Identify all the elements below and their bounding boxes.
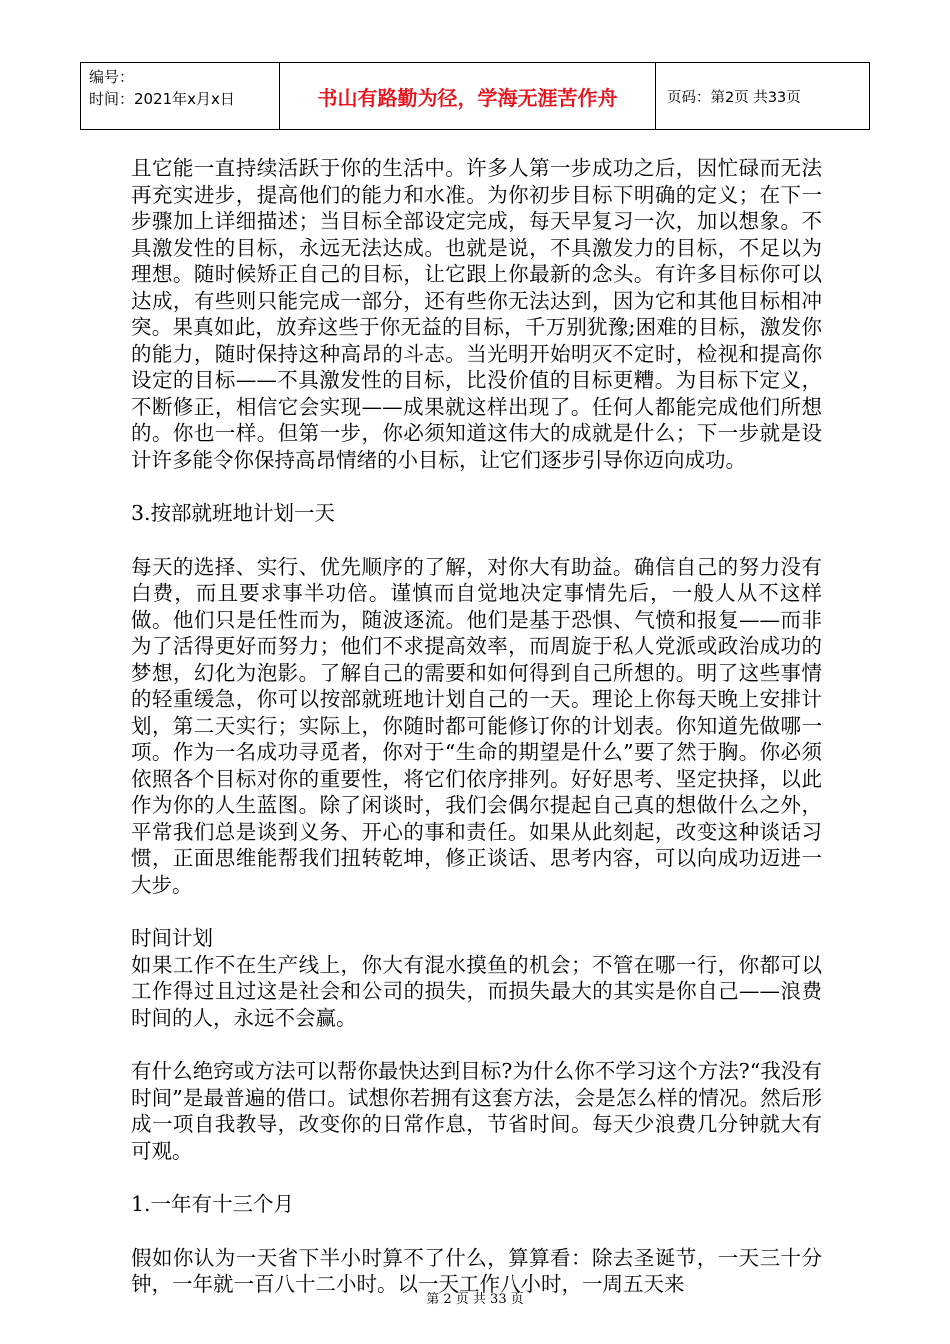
header-motto: 书山有路勤为径，学海无涯苦作舟 — [317, 85, 618, 110]
header-info-cell — [81, 63, 280, 129]
body-paragraph: 且它能一直持续活跃于你的生活中。许多人第一步成功之后，因忙碌而无法再充实进步，提高他们的能力和水准。为你初步目标下明确的定义；在下一步骤加上详细描述；当目标全部设定完成，每天早复习一次，加以想象。不具激发性的目标，永远无法达成。也就是说，不具激发力的目标，不足以为理想。随时候矫正自己的目标，让它跟上你最新的念头。有许多目标你可以达成，有些则只能完成一部分，还有些你无法达到，因为它和其他目标相冲突。果真如此，放弃这些于你无益的目标，千万别犹豫;困难的目标，激发你的能力，随时保持这种高昂的斗志。当光明开始明灭不定时，检视和提高你设定的目标——不具激发性的目标，比没价值的目标更糟。为目标下定义，不断修正，相信它会实现——成果就这样出现了。任何人都能完成他们所想的。你也一样。但第一步，你必须知道这伟大的成就是什么；下一步就是设计许多能令你保持高昂情绪的小目标，让它们逐步引导你迈向成功。 — [131, 156, 822, 472]
document-body — [131, 155, 822, 1298]
header-motto-cell — [280, 63, 656, 129]
header-page-code: 页码：第2页 共33页 — [667, 89, 801, 106]
header-page-cell — [656, 63, 869, 129]
body-paragraph: 每天的选择、实行、优先顺序的了解，对你大有助益。确信自己的努力没有白费，而且要求事半功倍。谨慎而自觉地决定事情先后，一般人从不这样做。他们只是任性而为，随波逐流。他们是基于恐惧、气愤和报复——而非为了活得更好而努力；他们不求提高效率，而周旋于私人党派或政治成功的梦想，幻化为泡影。了解自己的需要和如何得到自己所想的。明了这些事情的轻重缓急，你可以按部就班地计划自己的一天。理论上你每天晚上安排计划，第二天实行；实际上，你随时都可能修订你的计划表。你知道先做哪一项。作为一名成功寻觅者，你对于“生命的期望是什么”要了然于胸。你必须依照各个目标对你的重要性，将它们依序排列。好好思考、坚定抉择，以此作为你的人生蓝图。除了闲谈时，我们会偶尔提起自己真的想做什么之外，平常我们总是谈到义务、开心的事和责任。如果从此刻起，改变这种谈话习惯，正面思维能帮我们扭转乾坤，修正谈话、思考内容，可以向成功迈进一大步。 — [131, 554, 822, 897]
page-footer: 第 2 页 共 33 页 — [426, 1292, 524, 1307]
section-heading: 3.按部就班地计划一天 — [131, 501, 336, 525]
body-paragraph: 假如你认为一天省下半小时算不了什么，算算看：除去圣诞节，一天三十分钟，一年就一百八十二小时。以一天工作八小时，一周五天来 — [131, 1245, 822, 1296]
document-number-label: 编号： — [89, 68, 135, 86]
body-paragraph: 有什么绝窍或方法可以帮你最快达到目标?为什么你不学习这个方法?“我没有时间”是最普遍的借口。试想你若拥有这套方法，会是怎么样的情况。然后形成一项自我教导，改变你的日常作息，节省时间。每天少浪费几分钟就大有可观。 — [131, 1059, 822, 1163]
body-paragraph: 如果工作不在生产线上，你大有混水摸鱼的机会；不管在哪一行，你都可以工作得过且过这是社会和公司的损失，而损失最大的其实是你自己——浪费时间的人，永远不会赢。 — [131, 952, 822, 1030]
section-heading: 时间计划 — [131, 926, 213, 950]
page-header-table — [80, 62, 870, 130]
section-heading: 1.一年有十三个月 — [131, 1192, 295, 1216]
document-time-label: 时间：2021年x月x日 — [89, 90, 235, 108]
